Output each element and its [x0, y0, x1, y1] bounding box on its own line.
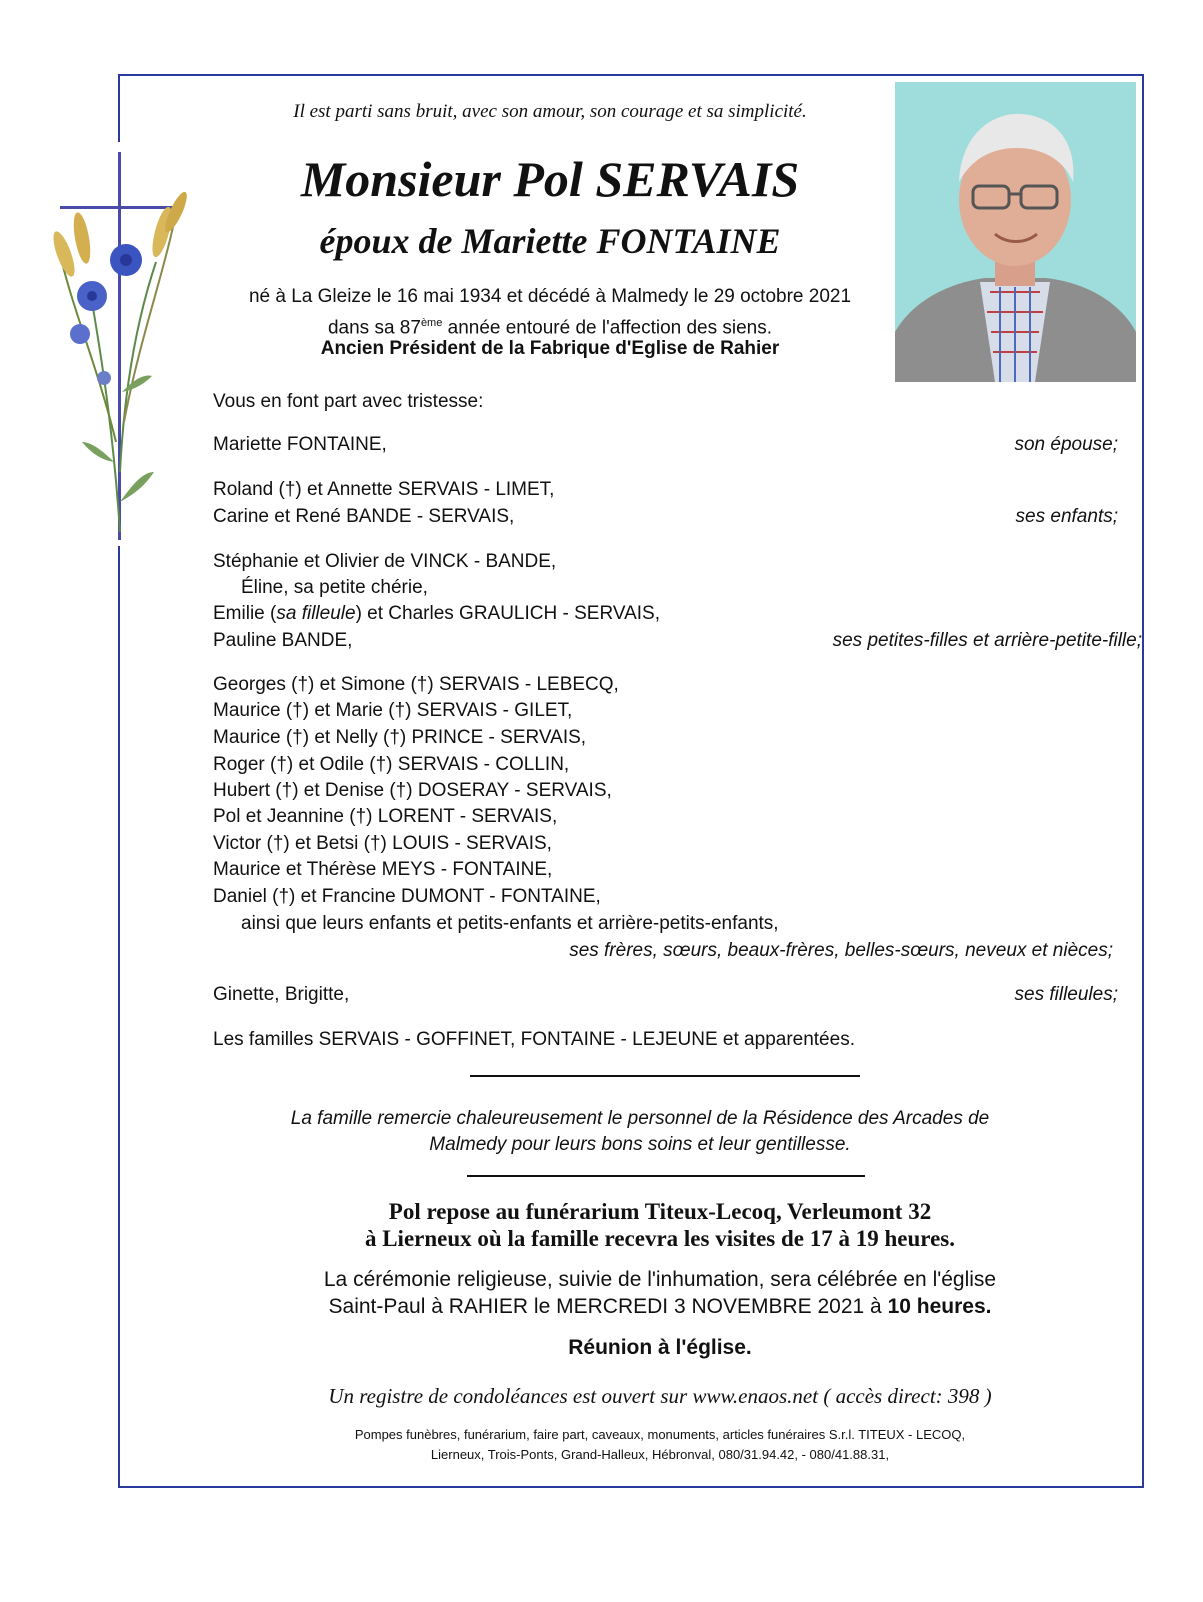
dates-line-1: né à La Gleize le 16 mai 1934 et décédé à Malmedy le 29 octobre 2021: [248, 286, 852, 307]
child-2: Carine et René BANDE - SERVAIS,: [213, 506, 515, 527]
birth-death-dates: [200, 284, 900, 341]
condolence-registry: Un registre de condoléances est ouvert sur www.enaos.net ( accès direct: 398 ): [328, 1384, 992, 1408]
child-1: Roland (†) et Annette SERVAIS - LIMET,: [213, 479, 555, 500]
divider-1: [470, 1075, 860, 1077]
former-president-line: Ancien Président de la Fabrique d'Eglise de Rahier: [320, 338, 780, 359]
children-role: ses enfants;: [1015, 506, 1118, 527]
grandchild-1: Stéphanie et Olivier de VINCK - BANDE,: [213, 551, 557, 572]
wife-role: son épouse;: [1014, 434, 1118, 455]
funeral-home-footer: [220, 1425, 1100, 1465]
sibling-8: Maurice et Thérèse MEYS - FONTAINE,: [213, 859, 553, 880]
spouse-line: époux de Mariette FONTAINE: [319, 221, 781, 261]
grandchild-4: Pauline BANDE,: [213, 630, 353, 651]
sibling-5: Hubert (†) et Denise (†) DOSERAY - SERVAIS,: [213, 780, 612, 801]
epigraph: Il est parti sans bruit, avec son amour, son courage et sa simplicité.: [293, 101, 807, 122]
sibling-6: Pol et Jeannine (†) LORENT - SERVAIS,: [213, 806, 558, 827]
wife-name: Mariette FONTAINE,: [213, 434, 387, 455]
intro-text: Vous en font part avec tristesse:: [213, 391, 484, 412]
sibling-4: Roger (†) et Odile (†) SERVAIS - COLLIN,: [213, 754, 570, 775]
ceremony-line-2: Saint-Paul à RAHIER le MERCREDI 3 NOVEMBRE 2021 à 10 heures.: [328, 1295, 992, 1318]
portrait-photo: [895, 82, 1136, 382]
repose-line-1: Pol repose au funérarium Titeux-Lecoq, Verleumont 32: [388, 1199, 932, 1224]
thanks-text: La famille remercie chaleureusement le personnel de la Résidence des Arcades de Malmedy pour leurs bons soins et leur gentillesse.: [290, 1108, 990, 1155]
portrait-icon: [895, 82, 1136, 382]
cross-icon: [44, 142, 196, 546]
sibling-7: Victor (†) et Betsi (†) LOUIS - SERVAIS,: [213, 833, 552, 854]
ceremony-info: [220, 1266, 1100, 1320]
siblings-descendants: ainsi que leurs enfants et petits-enfants et arrière-petits-enfants,: [241, 913, 779, 934]
sibling-3: Maurice (†) et Nelly (†) PRINCE - SERVAIS,: [213, 727, 587, 748]
ceremony-line-1: La cérémonie religieuse, suivie de l'inhumation, sera célébrée en l'église: [323, 1268, 997, 1291]
dates-line-2: dans sa 87ème année entouré de l'affection des siens.: [327, 317, 773, 339]
sibling-2: Maurice (†) et Marie (†) SERVAIS - GILET,: [213, 700, 573, 721]
families-line: Les familles SERVAIS - GOFFINET, FONTAINE - LEJEUNE et apparentées.: [213, 1029, 855, 1050]
godchildren: Ginette, Brigitte,: [213, 984, 350, 1005]
sibling-9: Daniel (†) et Francine DUMONT - FONTAINE,: [213, 886, 601, 907]
footer-line-1: Pompes funèbres, funérarium, faire part, caveaux, monuments, articles funéraires S.r.l. TITEUX - LECOQ,: [354, 1427, 966, 1442]
repose-line-2: à Lierneux où la famille recevra les visites de 17 à 19 heures.: [364, 1226, 956, 1251]
deceased-name: Monsieur Pol SERVAIS: [300, 151, 800, 207]
siblings-role: ses frères, sœurs, beaux-frères, belles-sœurs, neveux et nièces;: [569, 940, 1113, 961]
grandchild-3: Emilie (sa filleule) et Charles GRAULICH - SERVAIS,: [213, 603, 660, 624]
godchildren-role: ses filleules;: [1014, 984, 1118, 1005]
footer-line-2: Lierneux, Trois-Ponts, Grand-Halleux, Hébronval, 080/31.94.42, - 080/41.88.31,: [430, 1447, 890, 1462]
divider-2: [467, 1175, 865, 1177]
grandchild-2: Éline, sa petite chérie,: [241, 577, 428, 598]
cross-illustration: [44, 142, 196, 546]
repose-info: [220, 1198, 1100, 1252]
sibling-1: Georges (†) et Simone (†) SERVAIS - LEBECQ,: [213, 674, 619, 695]
grandchildren-role: ses petites-filles et arrière-petite-fille;: [832, 630, 1142, 651]
reunion-text: Réunion à l'église.: [568, 1336, 752, 1359]
